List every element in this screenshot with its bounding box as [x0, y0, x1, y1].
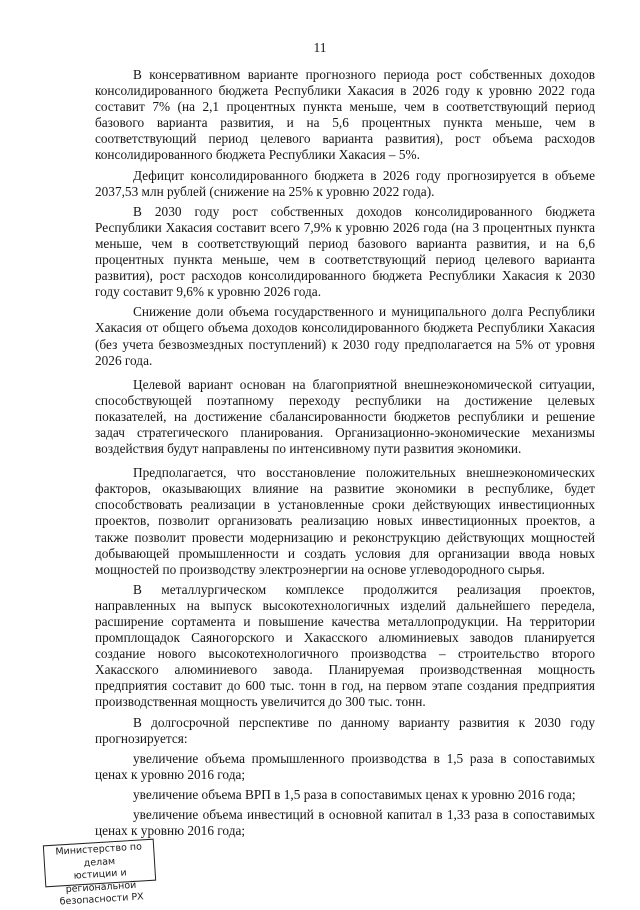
list-item-industrial-output: увеличение объема промышленного производства в 1,5 раза в сопоставимых ценах к уровню 2016 года; — [95, 750, 595, 782]
list-item-investment: увеличение объема инвестиций в основной капитал в 1,33 раза в сопоставимых ценах к уровню 2016 года; — [95, 807, 595, 839]
paragraph-conservative-variant: В консервативном варианте прогнозного периода рост собственных доходов консолидированного бюджета Республики Хакасия в 2026 году к уровню 2022 года составит 7% (на 2,1 процентных пункта меньше, чем в соответствующий период базового варианта развития, и на 5,6 процентных пункта меньше, чем в соответствующий период целевого варианта развития), рост объема расходов консолидированного бюджета Республики Хакасия – 5%. — [95, 67, 595, 163]
paragraph-long-term-forecast: В долгосрочной перспективе по данному варианту развития к 2030 году прогнозируется: — [95, 714, 595, 746]
paragraph-deficit-2026: Дефицит консолидированного бюджета в 2026 году прогнозируется в объеме 2037,53 млн рублей (снижение на 25% к уровню 2022 года). — [95, 167, 595, 199]
list-item-grp: увеличение объема ВРП в 1,5 раза в сопоставимых ценах к уровню 2016 года; — [133, 786, 576, 802]
paragraph-target-variant: Целевой вариант основан на благоприятной внешнеэкономической ситуации, способствующей поэтапному переходу республики на достижение целевых показателей, на достижение сбалансированности бюджетов республики и решение задач стратегического планирования. Организационно-экономические механизмы воздействия будут направлены по интенсивному пути развития экономики. — [95, 376, 595, 457]
paragraph-recovery-factors: Предполагается, что восстановление положительных внешнеэкономических факторов, оказывающих влияние на развитие экономики в республике, будет способствовать реализации в установленные сроки действующих инвестиционных проектов, позволит организовать реализацию новых инвестиционных проектов, а также позволит провести модернизацию и реконструкцию действующих мощностей добывающей промышленности и создать условия для организации ввода новых мощностей по производству электроэнергии на основе углеводородного сырья. — [95, 465, 595, 577]
paragraph-debt-reduction: Снижение доли объема государственного и муниципального долга Республики Хакасия от общего объема доходов консолидированного бюджета Республики Хакасия (без учета безвозмездных поступлений) к 2030 году предполагается на 5% от уровня 2026 года. — [95, 304, 595, 368]
paragraph-metallurgy: В металлургическом комплексе продолжится реализация проектов, направленных на выпуск высокотехнологичных изделий дальнейшего передела, расширение сортамента и повышение качества металлопродукции. На территории промплощадок Саяногорского и Хакасского алюминиевых заводов планируется создание нового высокотехнологичного производства – строительство второго Хакасского алюминиевого завода. Планируемая производственная мощность предприятия составит до 600 тыс. тонн в год, на первом этапе создания предприятия производственная мощность увеличится до 300 тыс. тонн. — [95, 581, 595, 710]
ministry-stamp — [43, 839, 156, 908]
paragraph-2030-revenue: В 2030 году рост собственных доходов консолидированного бюджета Республики Хакасия составит всего 7,9% к уровню 2026 года (на 3 процентных пункта меньше, чем в соответствующий период базового варианта развития, и на 6,6 процентных пункта меньше, чем в соответствующий период целевого варианта развития), рост расходов консолидированного бюджета Республики Хакасия к 2030 году составит 9,6% к уровню 2026 года. — [95, 203, 595, 300]
stamp-line-1: Министерство по делам — [55, 841, 143, 869]
page-number: 11 — [313, 40, 327, 55]
stamp-line-3: безопасности РХ — [59, 891, 145, 908]
stamp-line-2: юстиции и региональной — [65, 867, 137, 895]
document-body — [95, 67, 595, 843]
